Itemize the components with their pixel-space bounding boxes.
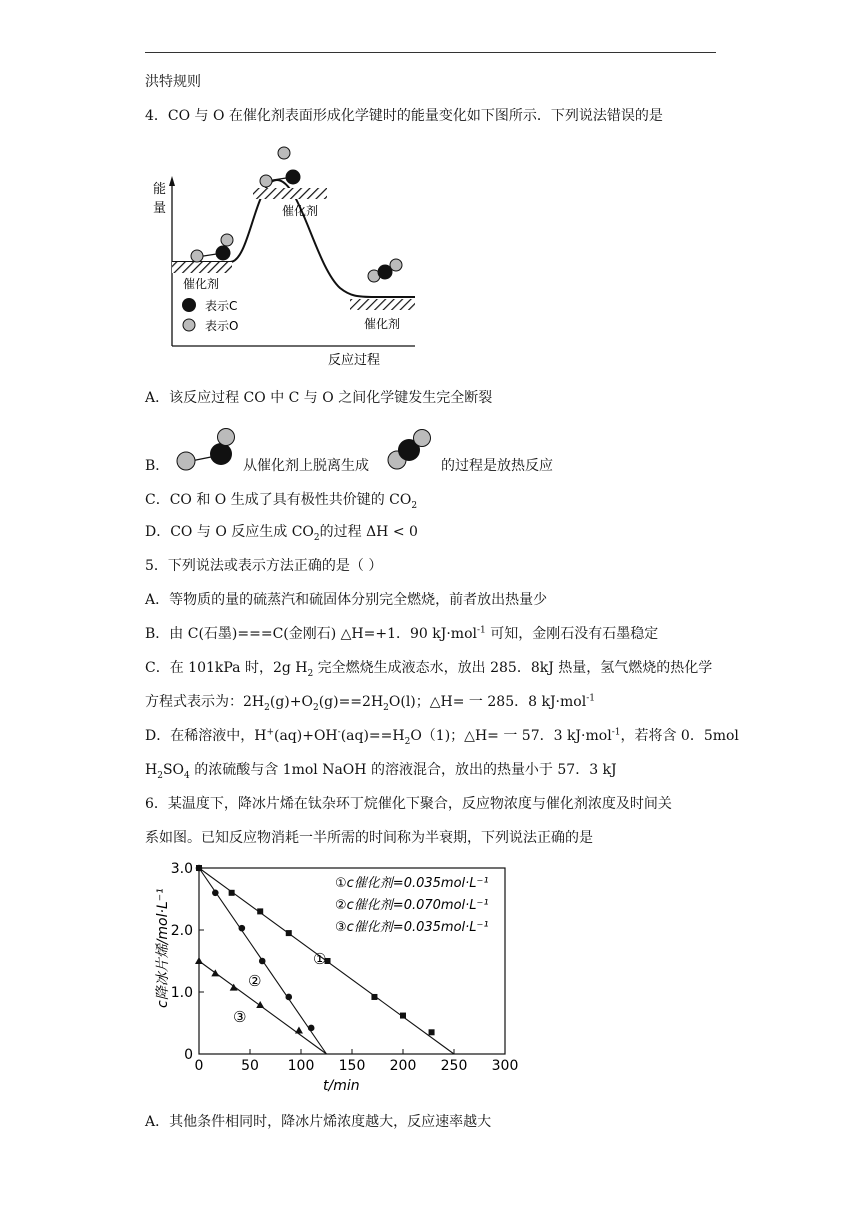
co-plus-o-molecules <box>191 234 233 262</box>
q5-d1-c: (aq)==H <box>340 728 405 744</box>
concentration-chart <box>145 858 525 1098</box>
series-1-point <box>229 890 235 896</box>
q6-stem-line1: 6．某温度下，降冰片烯在钛杂环丁烷催化下聚合，反应物浓度与催化剂浓度及时间关 <box>145 796 672 812</box>
q5-d1-sup1: + <box>266 727 274 738</box>
q5-d1-e: ，若将含 0．5mol <box>620 728 739 744</box>
q4-option-c-sub: 2 <box>411 500 418 511</box>
catalyst-right-surface <box>350 299 415 310</box>
y-tick-label: 3.0 <box>170 861 193 877</box>
q5-c1-post: 完全燃烧生成液态水，放出 285．8kJ 热量，氢气燃烧的热化学 <box>313 660 713 676</box>
q5-d2-a: H <box>145 762 158 778</box>
series-2-point <box>285 994 292 1001</box>
series-3-point <box>295 1026 303 1033</box>
q5-c1-pre: C．在 101kPa 时，2g H <box>145 660 308 676</box>
y-axis-arrow <box>169 176 175 186</box>
series-2-point <box>239 925 246 932</box>
catalyst-left-surface <box>172 262 232 273</box>
y-axis-label-2: 量 <box>153 201 167 216</box>
series-label-2: ② <box>248 972 262 990</box>
legend-entry-1: ①c催化剂=0.035mol·L⁻¹ <box>335 876 489 891</box>
legend-o-label: 表示O <box>205 319 239 333</box>
y-tick-label: 2.0 <box>170 923 193 939</box>
catalyst-top-surface <box>253 188 327 199</box>
q4-option-d-pre: D．CO 与 O 反应生成 CO <box>145 524 314 540</box>
y-tick-label: 1.0 <box>170 985 193 1001</box>
q5-b-post: 可知，金刚石没有石墨稳定 <box>485 626 659 642</box>
series-2-point <box>196 865 203 872</box>
header-label: 洪特规则 <box>145 74 201 90</box>
chart-frame <box>199 868 505 1054</box>
q5-d2-s1: 2 <box>157 770 163 781</box>
q4-option-b-suffix: 的过程是放热反应 <box>441 458 553 474</box>
x-axis-title: t/min <box>323 1078 360 1094</box>
y-axis-label-1: 能 <box>153 182 167 197</box>
series-1-point <box>400 1013 406 1019</box>
plot-border <box>199 868 505 1054</box>
q5-option-a: A．等物质的量的硫蒸汽和硫固体分别完全燃烧，前者放出热量少 <box>145 592 548 608</box>
q5-c2-d: O(l)；△H= 一 285．8 kJ·mol <box>388 694 587 710</box>
energy-diagram <box>145 140 425 370</box>
series-1-point <box>286 930 292 936</box>
series-1-point <box>429 1029 435 1035</box>
series-3-point <box>195 957 203 964</box>
q5-c2-b: (g)+O <box>269 694 313 710</box>
q4-option-d-post: 的过程 ΔH < 0 <box>319 524 418 540</box>
q4-option-a: A．该反应过程 CO 中 C 与 O 之间化学键发生完全断裂 <box>145 390 493 406</box>
q5-c2-sup: -1 <box>586 693 595 704</box>
series-label-3: ③ <box>233 1008 247 1026</box>
q4-option-b-prefix: B． <box>145 458 170 474</box>
q5-c2-s3: 2 <box>383 702 389 713</box>
x-tick-label: 100 <box>287 1058 315 1074</box>
q5-option-d-line2 <box>145 760 617 780</box>
q5-option-c-line1 <box>145 658 712 678</box>
co2-molecule <box>368 259 402 282</box>
q6-option-a: A．其他条件相同时，降冰片烯浓度越大，反应速率越大 <box>145 1114 492 1130</box>
catalyst-right-label: 催化剂 <box>364 317 401 331</box>
q4-option-d <box>145 522 418 542</box>
q5-d1-b: (aq)+OH <box>273 728 338 744</box>
q5-d2-c: 的浓硫酸与含 1mol NaOH 的溶液混合，放出的热量小于 57．3 kJ <box>189 762 617 778</box>
q5-c2-s1: 2 <box>264 702 270 713</box>
y-axis-title: c降冰片烯/mol·L⁻¹ <box>155 888 171 1008</box>
q5-d1-sup3: -1 <box>611 727 621 738</box>
q5-d2-b: SO <box>162 762 185 778</box>
q5-d1-sup2: - <box>337 727 341 738</box>
chart-ticks <box>171 861 519 1074</box>
q4-option-b-mid: 从催化剂上脱离生成 <box>243 458 369 474</box>
q4-option-c-text: C．CO 和 O 生成了具有极性共价键的 CO <box>145 492 412 508</box>
x-tick-label: 200 <box>389 1058 417 1074</box>
legend-entry-2: ②c催化剂=0.070mol·L⁻¹ <box>335 898 489 913</box>
x-tick-label: 150 <box>338 1058 366 1074</box>
q5-stem: 5．下列说法或表示方法正确的是（ ） <box>145 558 383 574</box>
q6-stem-line2: 系如图。已知反应物消耗一半所需的时间称为半衰期，下列说法正确的是 <box>145 830 593 846</box>
x-tick-label: 50 <box>241 1058 259 1074</box>
legend-c-icon <box>182 298 196 312</box>
q4-option-b <box>145 456 169 476</box>
q5-b-pre: B．由 C(石墨)===C(金刚石) △H=+1．90 kJ·mol <box>145 626 477 642</box>
q4-option-d-sub: 2 <box>313 532 320 543</box>
co-plus-o-icon <box>170 424 240 474</box>
legend-entry-3: ③c催化剂=0.035mol·L⁻¹ <box>335 920 489 935</box>
series-1-point <box>257 908 263 914</box>
catalyst-top-label: 催化剂 <box>282 204 319 218</box>
series-2-point <box>259 958 266 965</box>
co2-icon <box>380 424 435 474</box>
q4-option-c <box>145 490 417 510</box>
q5-c2-a: 方程式表示为：2H <box>145 694 265 710</box>
q5-option-c-line2 <box>145 692 595 712</box>
x-tick-label: 300 <box>491 1058 519 1074</box>
q4-stem: 4．CO 与 O 在催化剂表面形成化学键时的能量变化如下图所示．下列说法错误的是 <box>145 108 663 124</box>
x-tick-label: 250 <box>440 1058 468 1074</box>
header-rule <box>145 52 716 53</box>
series-3-point <box>256 1001 264 1008</box>
q5-d1-sub: 2 <box>404 736 411 747</box>
q5-c2-s2: 2 <box>312 702 319 713</box>
series-2-point <box>212 890 219 897</box>
q5-d1-a: D．在稀溶液中，H <box>145 728 267 744</box>
series-1-point <box>371 994 377 1000</box>
q5-c1-sub: 2 <box>307 668 314 679</box>
series-label-1: ① <box>313 950 327 968</box>
legend-c-label: 表示C <box>205 299 238 313</box>
q5-d1-d: O（1)；△H= 一 57．3 kJ·mol <box>410 728 612 744</box>
q5-d2-s2: 4 <box>184 770 190 781</box>
q5-option-d-line1 <box>145 726 739 746</box>
q5-b-sup: -1 <box>477 625 486 636</box>
x-axis-label: 反应过程 <box>328 353 381 368</box>
q5-option-b <box>145 624 658 644</box>
series-2-point <box>308 1025 315 1032</box>
q5-c2-c: (g)==2H <box>318 694 384 710</box>
legend-o-icon <box>183 319 195 331</box>
y-tick-label: 0 <box>184 1047 193 1063</box>
catalyst-left-label: 催化剂 <box>183 277 220 291</box>
x-tick-label: 0 <box>194 1058 204 1074</box>
